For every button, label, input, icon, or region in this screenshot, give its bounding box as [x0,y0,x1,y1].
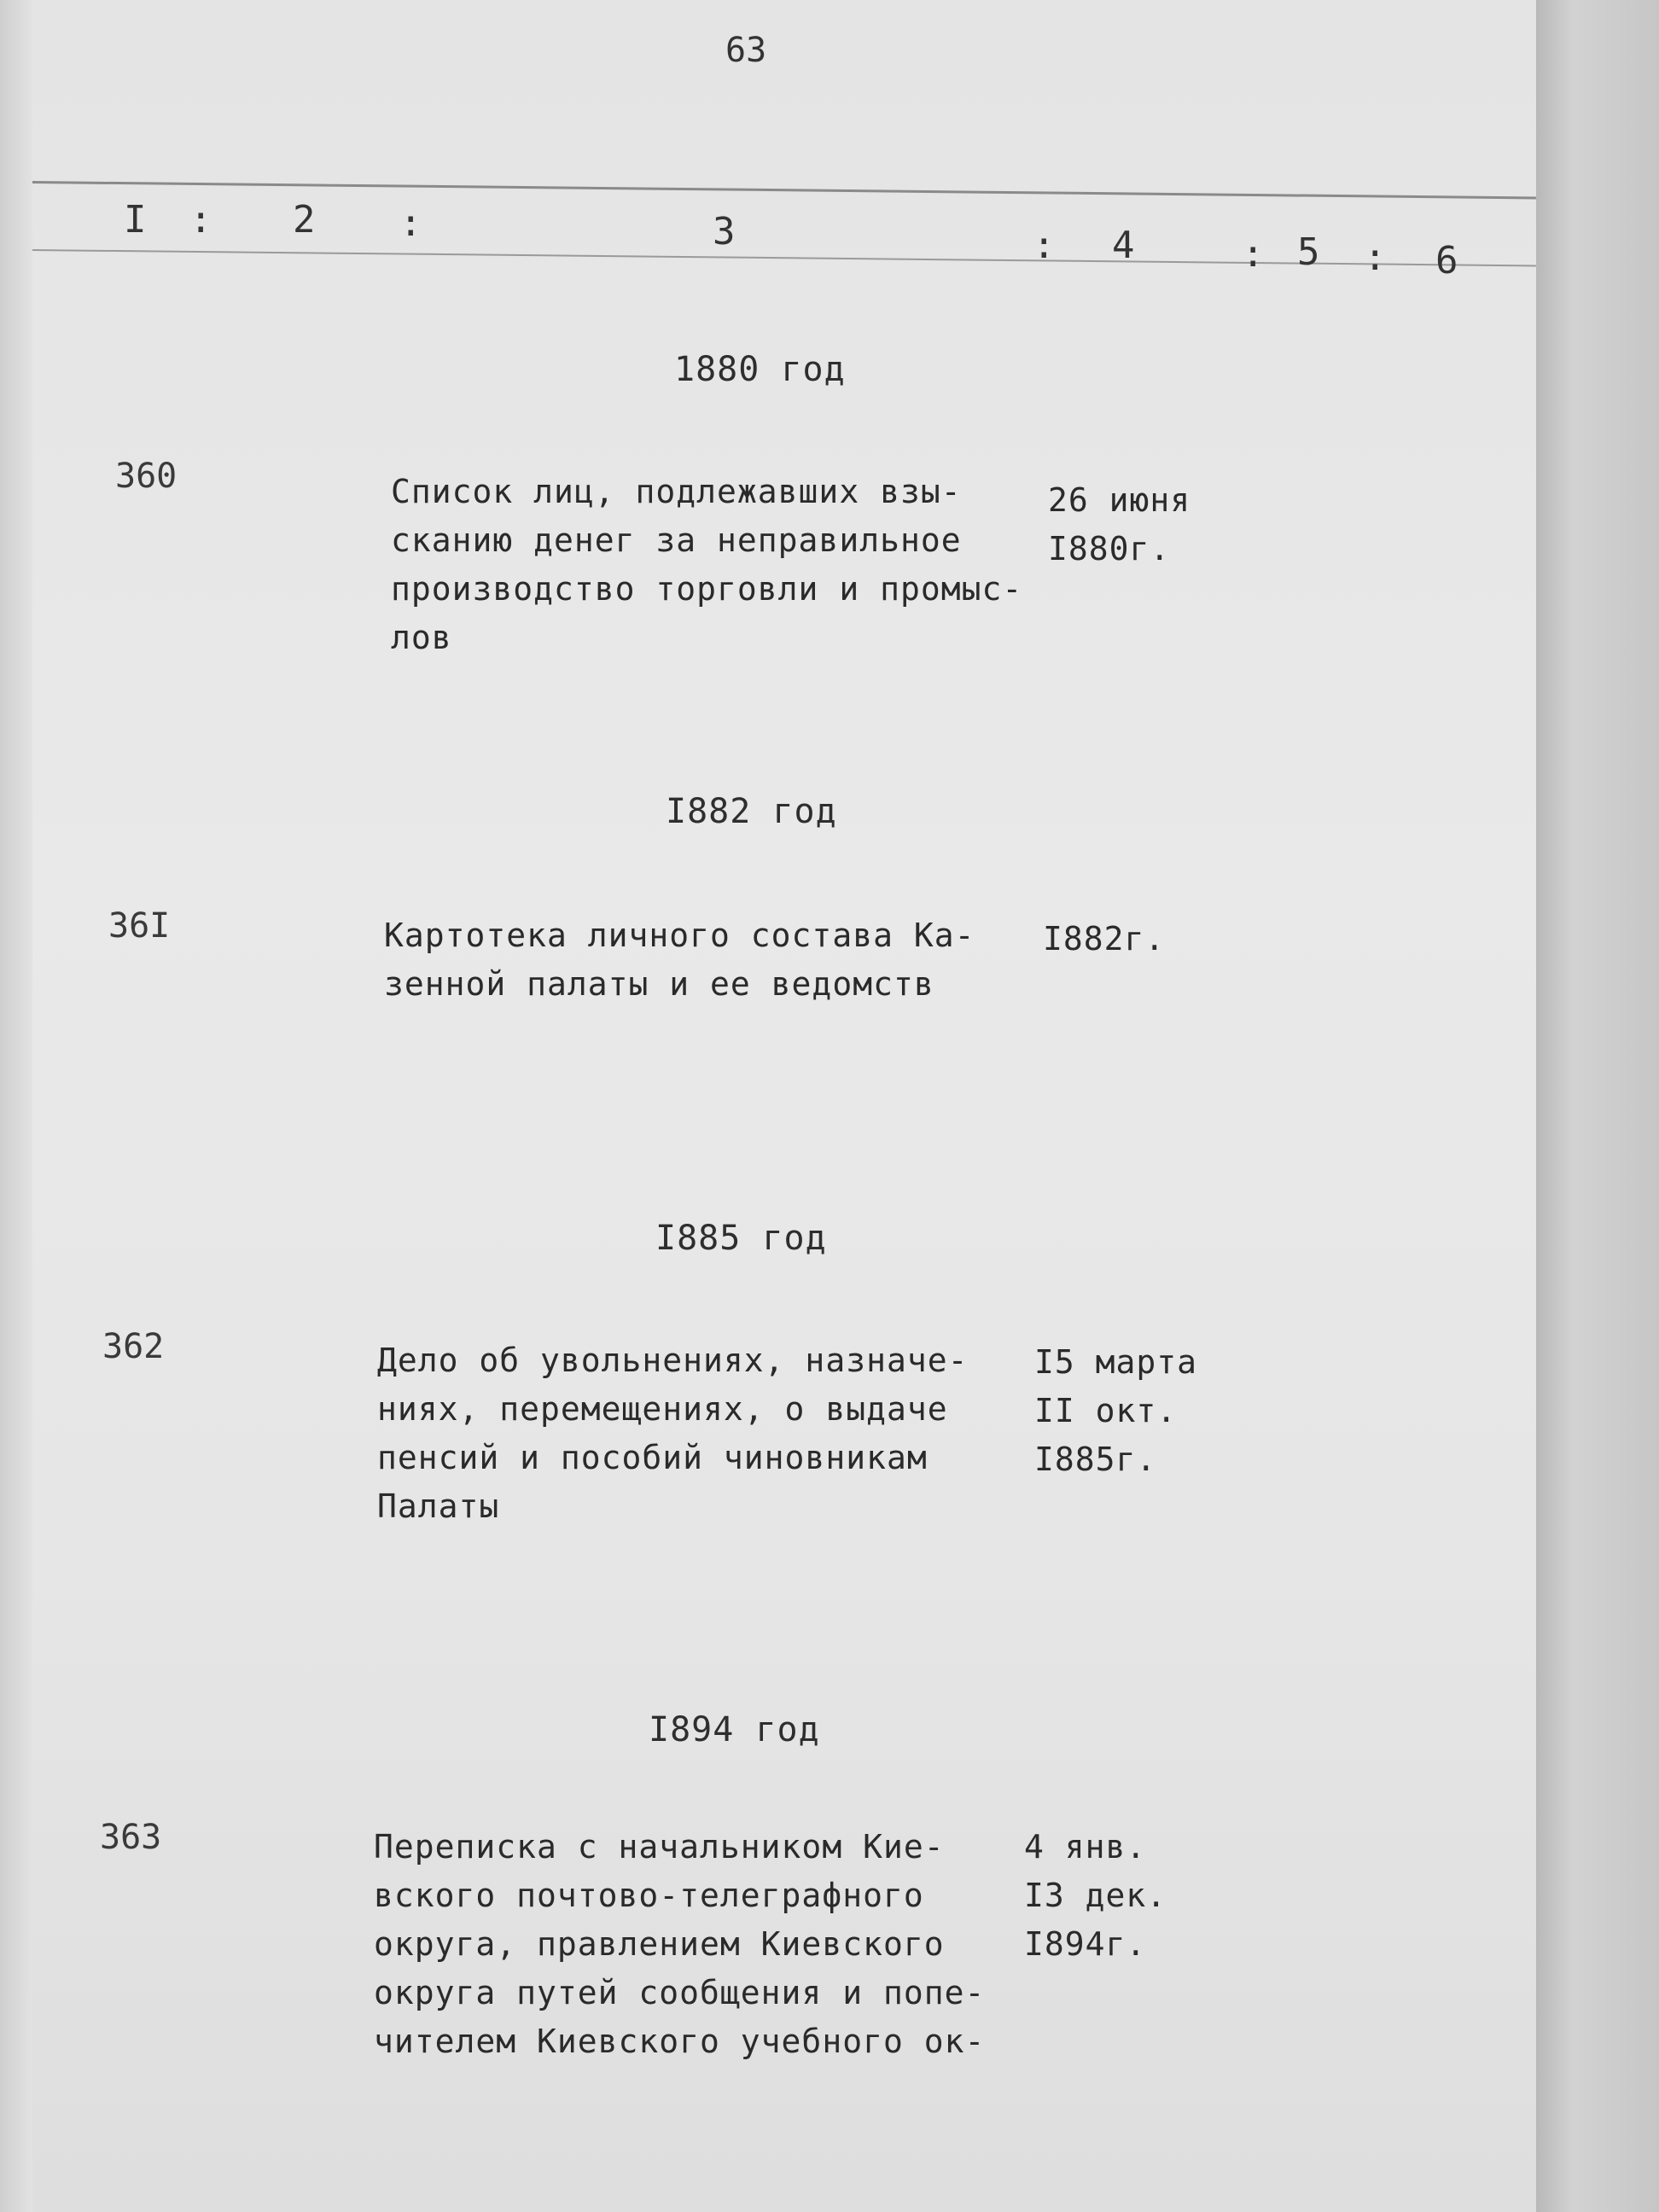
entry-dates [1024,1823,1167,1969]
entry-description [391,468,1022,662]
description-line: Палаты [377,1487,500,1525]
column-header-4: 4 [1112,224,1135,267]
column-header-5: 5 [1297,230,1320,274]
column-header-2: 2 [293,198,316,242]
description-line: округа, правлением Киевского [374,1925,945,1963]
date-line: 4 янв. [1024,1828,1147,1866]
column-separator: : [189,198,212,242]
description-line: Дело об увольнениях, назначе- [377,1342,969,1379]
entry-number: 36I [108,906,171,946]
description-line: Картотека личного состава Ка- [384,917,975,954]
description-line: зенной палаты и ее ведомств [384,965,934,1003]
column-separator: : [1364,236,1387,279]
date-line: I3 дек. [1024,1877,1167,1914]
column-header-6: 6 [1435,239,1458,282]
entry-dates [1034,1338,1197,1484]
description-line: сканию денег за неправильное [391,521,962,559]
year-heading: I882 год [666,792,837,831]
description-line: пенсий и пособий чиновникам [377,1439,928,1476]
entry-description [374,1823,985,2066]
page-number: 63 [725,31,767,70]
column-separator: : [1242,232,1265,276]
column-separator: : [399,201,422,245]
column-header-1: I [124,198,147,242]
year-heading: I885 год [655,1219,827,1258]
description-line: округа путей сообщения и попе- [374,1974,986,2011]
page-left-margin [0,0,32,2212]
entry-description [384,911,975,1009]
entry-dates [1048,476,1190,573]
date-line: I880г. [1048,530,1171,568]
date-line: I882г. [1043,920,1166,958]
description-line: производство торговли и промыс- [391,570,1023,608]
date-line: II окт. [1034,1392,1178,1429]
description-line: вского почтово-телеграфного [374,1877,924,1914]
description-line: ниях, перемещениях, о выдаче [377,1390,948,1428]
date-line: I885г. [1034,1441,1157,1478]
date-line: I5 марта [1034,1343,1198,1381]
column-header-3: 3 [713,210,736,253]
date-line: 26 июня [1048,481,1191,519]
description-line: Переписка с начальником Кие- [374,1828,945,1866]
entry-number: 363 [100,1818,162,1857]
date-line: I894г. [1024,1925,1147,1963]
description-line: Список лиц, подлежавших взы- [391,473,962,510]
description-line: лов [391,619,452,656]
year-heading: I894 год [649,1710,820,1749]
description-line: чителем Киевского учебного ок- [374,2023,986,2060]
entry-number: 362 [102,1327,165,1366]
entry-number: 360 [115,457,178,496]
year-heading: 1880 год [674,350,846,389]
entry-description [377,1336,968,1531]
page-right-edge [1536,0,1659,2212]
entry-dates [1043,915,1165,963]
column-separator: : [1033,224,1056,267]
